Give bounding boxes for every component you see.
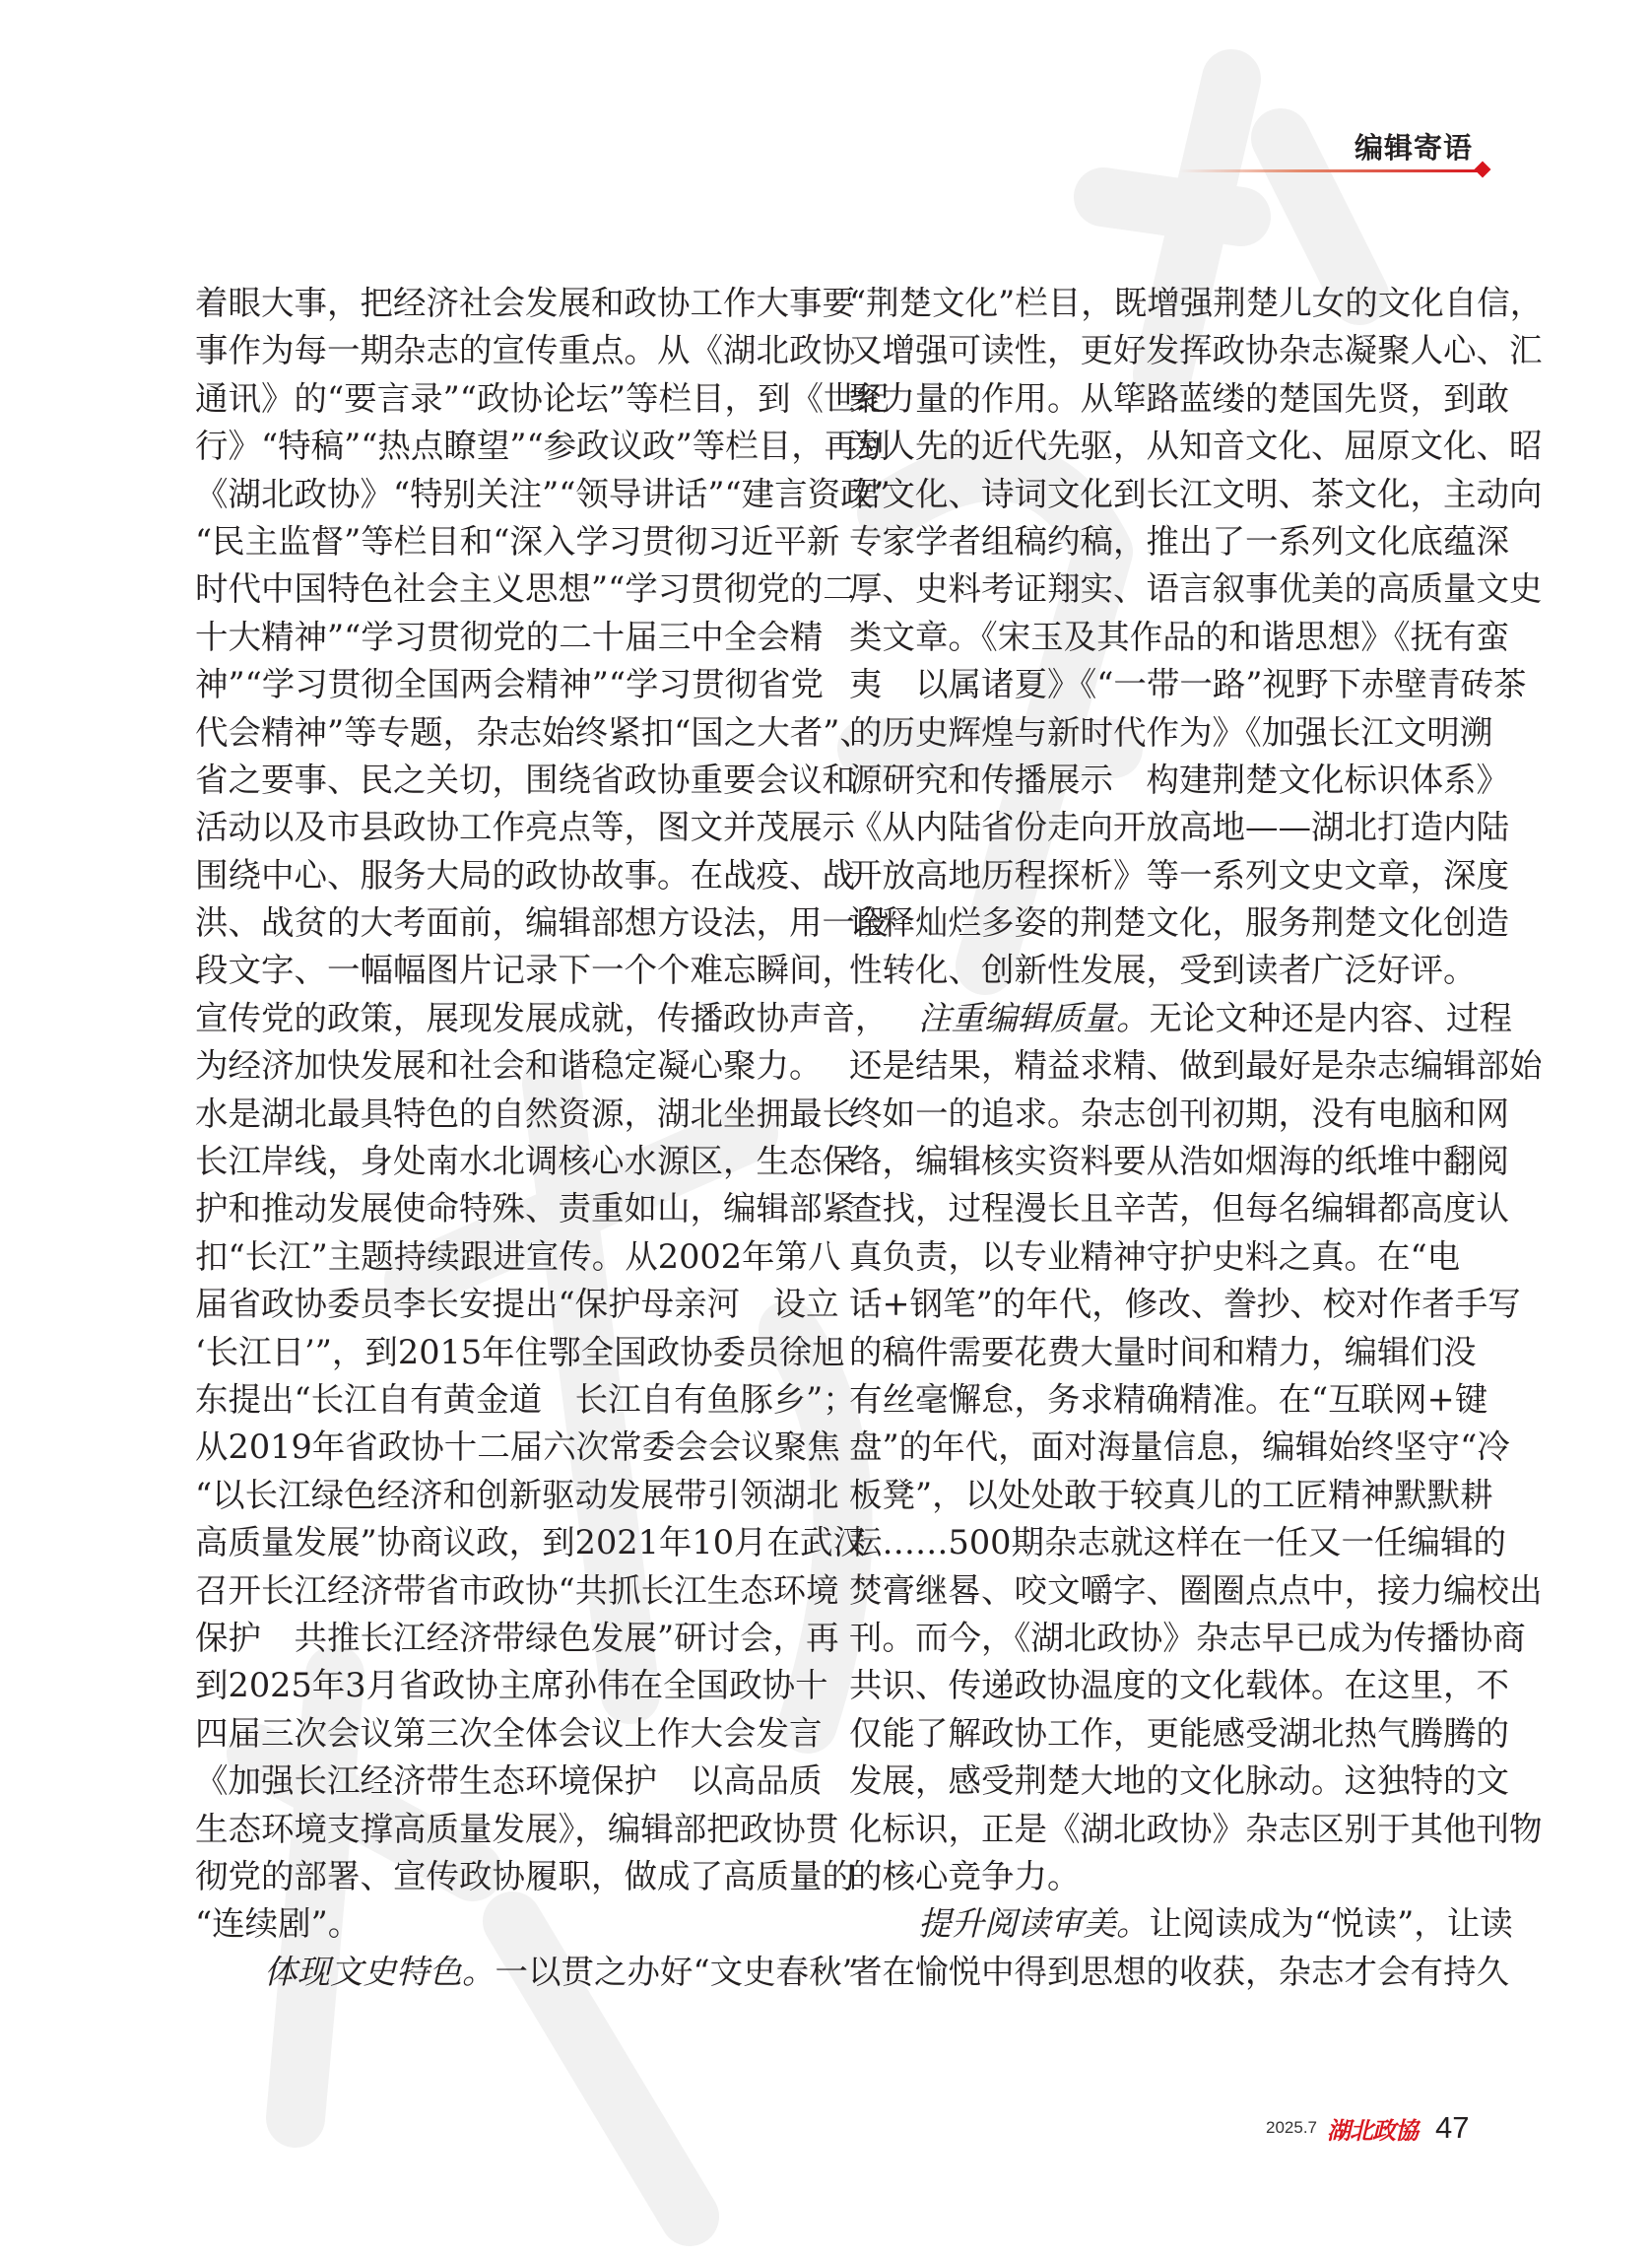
text-line: 话+钢笔”的年代，修改、誊抄、校对作者手写 [849, 1285, 1521, 1324]
text-line: 代会精神”等专题，杂志始终紧扣“国之大者”、 [195, 712, 873, 752]
page-number: 47 [1435, 2110, 1470, 2145]
text-line: 还是结果，精益求精、做到最好是杂志编辑部始 [849, 1046, 1543, 1086]
header-rule [1179, 169, 1481, 172]
section-heading-line [195, 1949, 859, 1996]
text-line: 《湖北政协》“特别关注”“领导讲话”“建言资政” [195, 474, 891, 513]
text-line: 君文化、诗词文化到长江文明、茶文化，主动向 [849, 474, 1543, 513]
text-line: 届省政协委员李长安提出“保护母亲河 设立 [195, 1285, 839, 1324]
text-line: 彻党的部署、宣传政协履职，做成了高质量的 [195, 1856, 855, 1895]
left-column [195, 280, 891, 1996]
text-line: 又增强可读性，更好发挥政协杂志凝聚人心、汇 [849, 331, 1543, 370]
text-line: 有丝毫懈怠，务求精确精准。在“互联网+键 [849, 1379, 1488, 1419]
text-line: 的核心竞争力。 [849, 1856, 1081, 1895]
section-title: 编辑寄语 [1355, 131, 1474, 165]
text-line: 《从内陆省份走向开放高地——湖北打造内陆 [849, 808, 1509, 847]
text-line: 者在愉悦中得到思想的收获，杂志才会有持久 [849, 1952, 1509, 1991]
text-line: 着眼大事，把经济社会发展和政协工作大事要 [195, 284, 855, 322]
text-line: 刊。而今，《湖北政协》杂志早已成为传播协商 [849, 1618, 1526, 1657]
text-line: 为人先的近代先驱，从知音文化、屈原文化、昭 [849, 427, 1543, 466]
text-line: “荆楚文化”栏目，既增强荆楚儿女的文化自信， [849, 284, 1544, 322]
text-line: 聚力量的作用。从筚路蓝缕的楚国先贤，到敢 [849, 378, 1509, 418]
text-line: “连续剧”。 [195, 1904, 362, 1944]
issue-date: 2025.7 [1266, 2118, 1317, 2137]
paragraph-text: 让阅读成为“悦读”，让读 [1149, 1904, 1513, 1944]
text-line: 生态环境支撑高质量发展》，编辑部把政协贯 [195, 1809, 839, 1848]
section-heading: 体现文史特色。 [264, 1952, 496, 1991]
text-line: 神”“学习贯彻全国两会精神”“学习贯彻省党 [195, 665, 825, 704]
text-line: 围绕中心、服务大局的政协故事。在战疫、战 [195, 855, 855, 895]
text-line: 真负责，以专业精神守护史料之真。在“电 [849, 1236, 1461, 1276]
text-line: 水是湖北最具特色的自然资源，湖北坐拥最长 [195, 1094, 855, 1133]
text-line: 开放高地历程探析》等一系列文史文章，深度 [849, 855, 1509, 895]
right-column [849, 280, 1544, 1996]
text-line: 到2025年3月省政协主席孙伟在全国政协十 [195, 1666, 828, 1705]
paragraph-text: 无论文种还是内容、过程 [1149, 998, 1512, 1037]
text-line: 焚膏继晷、咬文嚼字、圈圈点点中，接力编校出 [849, 1570, 1543, 1610]
text-line: 通讯》的“要言录”“政协论坛”等栏目，到《世纪 [195, 378, 891, 418]
text-line: 段文字、一幅幅图片记录下一个个难忘瞬间， [195, 951, 855, 990]
section-heading: 注重编辑质量。 [918, 998, 1150, 1037]
text-line: 护和推动发展使命特殊、责重如山，编辑部紧 [195, 1189, 855, 1228]
text-line: 夷 以属诸夏》《“一带一路”视野下赤壁青砖茶 [849, 665, 1527, 704]
text-line: 板凳”，以处处敢于较真儿的工匠精神默默耕 [849, 1475, 1493, 1514]
text-line: 宣传党的政策，展现发展成就，传播政协声音， [195, 998, 889, 1037]
page-footer [1266, 2108, 1469, 2148]
text-line: 诠释灿烂多姿的荆楚文化，服务荆楚文化创造 [849, 903, 1509, 943]
section-heading-line [849, 995, 1512, 1042]
text-line: 耘……500期杂志就这样在一任又一任编辑的 [849, 1523, 1506, 1562]
text-line: 的历史辉煌与新时代作为》《加强长江文明溯 [849, 712, 1493, 752]
text-line: 查找，过程漫长且辛苦，但每名编辑都高度认 [849, 1189, 1509, 1228]
paragraph-text: 一以贯之办好“文史春秋” [495, 1952, 859, 1991]
text-line: 络，编辑核实资料要从浩如烟海的纸堆中翻阅 [849, 1142, 1509, 1181]
text-line: 时代中国特色社会主义思想”“学习贯彻党的二 [195, 569, 856, 609]
text-line: 类文章。《宋玉及其作品的和谐思想》《抚有蛮 [849, 617, 1509, 656]
text-line: 东提出“长江自有黄金道 长江自有鱼豚乡”； [195, 1379, 856, 1419]
text-line: 洪、战贫的大考面前，编辑部想方设法，用一段 [195, 903, 889, 943]
text-line: 的稿件需要花费大量时间和精力，编辑们没 [849, 1332, 1477, 1371]
text-line: 发展，感受荆楚大地的文化脉动。这独特的文 [849, 1761, 1509, 1801]
section-heading: 提升阅读审美。 [918, 1904, 1150, 1944]
text-line: 高质量发展”协商议政，到2021年10月在武汉 [195, 1523, 867, 1562]
text-line: “民主监督”等栏目和“深入学习贯彻习近平新 [195, 521, 840, 561]
text-line: 十大精神”“学习贯彻党的二十届三中全会精 [195, 617, 824, 656]
text-line: 活动以及市县政协工作亮点等，图文并茂展示 [195, 808, 855, 847]
text-line: 仅能了解政协工作，更能感受湖北热气腾腾的 [849, 1713, 1509, 1753]
text-line: ‘长江日’”，到2015年住鄂全国政协委员徐旭 [195, 1332, 845, 1371]
text-line: 长江岸线，身处南水北调核心水源区，生态保 [195, 1142, 855, 1181]
text-line: 为经济加快发展和社会和谐稳定凝心聚力。 [195, 1046, 823, 1086]
text-line: 从2019年省政协十二届六次常委会会议聚焦 [195, 1427, 840, 1467]
section-heading-line [849, 1900, 1513, 1948]
magazine-logo: 湖北政協 [1327, 2115, 1418, 2145]
text-line: 专家学者组稿约稿，推出了一系列文化底蕴深 [849, 521, 1509, 561]
text-line: 源研究和传播展示 构建荆楚文化标识体系》 [849, 760, 1509, 799]
text-line: 终如一的追求。杂志创刊初期，没有电脑和网 [849, 1094, 1509, 1133]
text-line: 共识、传递政协温度的文化载体。在这里，不 [849, 1666, 1509, 1705]
text-line: 保护 共推长江经济带绿色发展”研讨会，再 [195, 1618, 839, 1657]
text-line: 四届三次会议第三次全体会议上作大会发言 [195, 1713, 823, 1753]
text-line: 行》“特稿”“热点瞭望”“参政议政”等栏目，再到 [195, 427, 891, 466]
text-line: 盘”的年代，面对海量信息，编辑始终坚守“冷 [849, 1427, 1510, 1467]
text-line: 化标识，正是《湖北政协》杂志区别于其他刊物 [849, 1809, 1543, 1848]
text-line: 扣“长江”主题持续跟进宣传。从2002年第八 [195, 1236, 841, 1276]
text-line: 《加强长江经济带生态环境保护 以高品质 [195, 1761, 823, 1801]
text-line: 厚、史料考证翔实、语言叙事优美的高质量文史 [849, 569, 1543, 609]
text-line: 事作为每一期杂志的宣传重点。从《湖北政协 [195, 331, 855, 370]
text-line: 性转化、创新性发展，受到读者广泛好评。 [849, 951, 1477, 990]
text-line: “以长江绿色经济和创新驱动发展带引领湖北 [195, 1475, 839, 1514]
text-line: 召开长江经济带省市政协“共抓长江生态环境 [195, 1570, 839, 1610]
text-line: 省之要事、民之关切，围绕省政协重要会议和 [195, 760, 855, 799]
